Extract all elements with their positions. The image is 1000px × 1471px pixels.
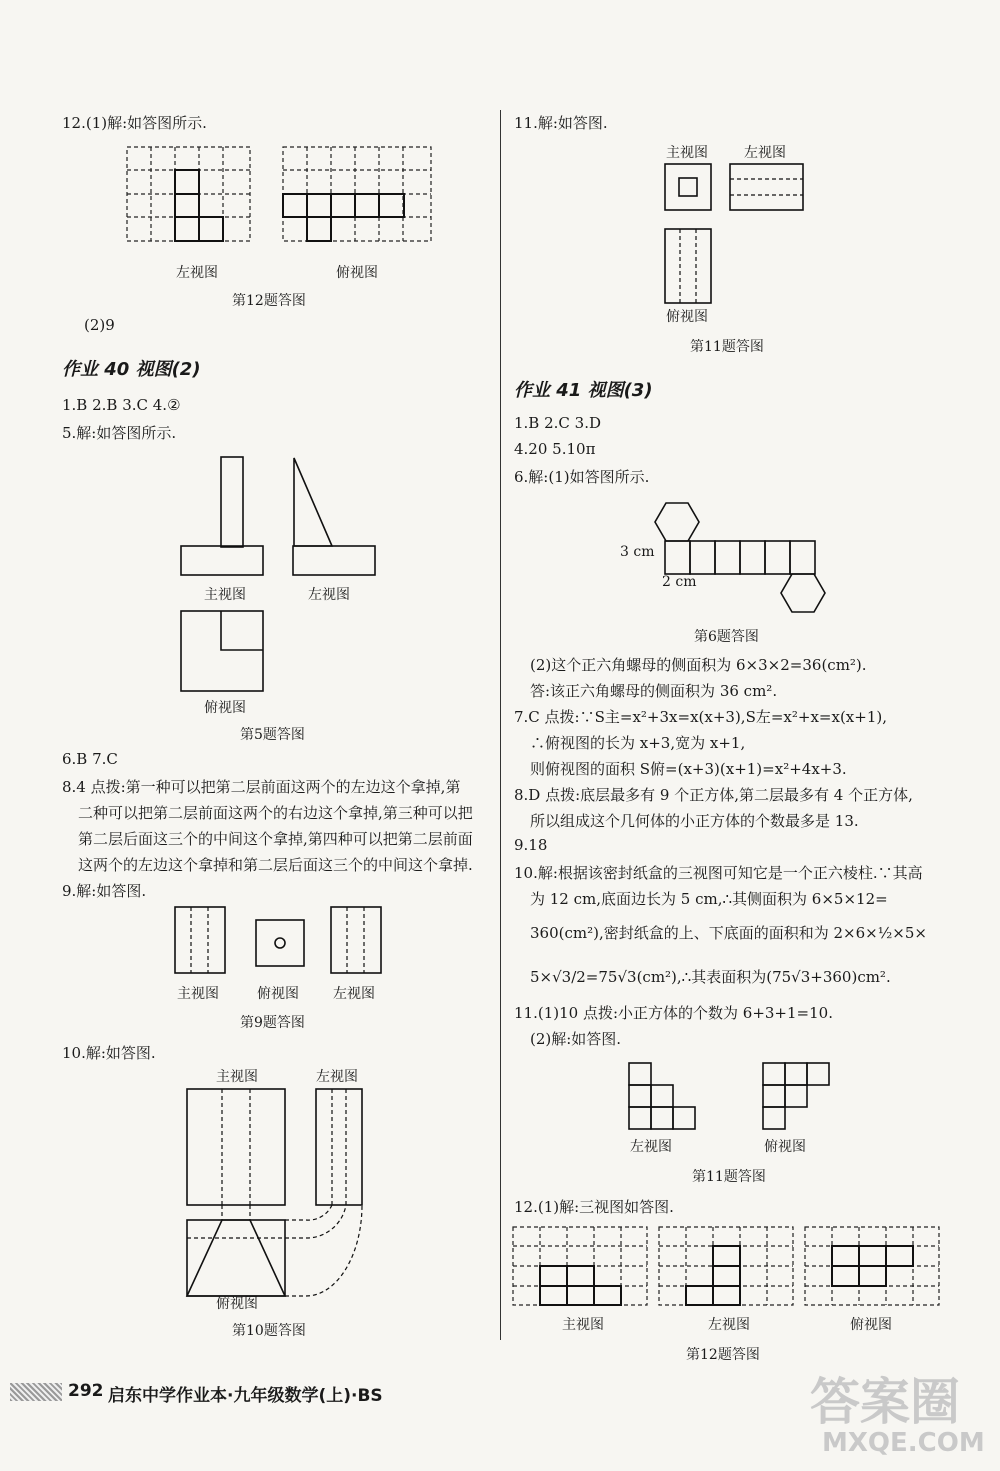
q11b-left-view-figure [628, 1062, 698, 1130]
q10-line1: 10.解:根据该密封纸盒的三视图可知它是一个正六棱柱.∵其高 [514, 864, 923, 882]
q12-figure-caption: 第12题答图 [232, 293, 306, 309]
q9-cap-left: 左视图 [333, 986, 375, 1002]
q12-figure-caption: 第12题答图 [686, 1347, 760, 1363]
page-number: 292 [68, 1381, 104, 1401]
hw40-title: 作业 40 视图(2) [62, 359, 201, 380]
q10-figure-caption: 第10题答图 [232, 1323, 306, 1339]
q12-cap-front: 主视图 [562, 1317, 604, 1333]
q5-front-view-figure [180, 456, 264, 576]
q9-cap-top: 俯视图 [257, 986, 299, 1002]
q11-front-view-figure [664, 163, 712, 211]
q9-line: 9.解:如答图. [62, 882, 147, 900]
q5-left-view-figure [292, 456, 376, 576]
q10-cap-top: 俯视图 [216, 1296, 258, 1312]
q8-line2: 二种可以把第二层前面这两个的右边这个拿掉,第三种可以把 [78, 804, 473, 822]
q6-dim-width: 2 cm [662, 574, 697, 590]
q10-line: 10.解:如答图. [62, 1044, 156, 1062]
q9-cap-front: 主视图 [177, 986, 219, 1002]
q11-cap-top: 俯视图 [666, 309, 708, 325]
q8-line1: 8.D 点拨:底层最多有 9 个正方体,第二层最多有 4 个正方体, [514, 786, 913, 804]
q12-cap-left: 左视图 [176, 265, 218, 281]
q10-cap-front: 主视图 [216, 1069, 258, 1085]
q8-line3: 第二层后面这三个的中间这个拿掉,第四种可以把第二层前面 [78, 830, 473, 848]
q8-line4: 这两个的左边这个拿掉和第二层后面这三个的中间这个拿掉. [78, 856, 473, 874]
q67: 6.B 7.C [62, 750, 118, 768]
book-title: 启东中学作业本·九年级数学(上)·BS [108, 1386, 383, 1406]
q11b-cap-top: 俯视图 [764, 1139, 806, 1155]
hw41-title: 作业 41 视图(3) [514, 380, 653, 401]
q12-cap-left: 左视图 [708, 1317, 750, 1333]
q12-part2: (2)9 [84, 316, 115, 334]
q8-line1: 8.4 点拨:第一种可以把第二层前面这两个的左边这个拿掉,第 [62, 778, 461, 796]
q7-line3: 则俯视图的面积 S俯=(x+3)(x+1)=x²+4x+3. [530, 760, 847, 778]
q5-top-view-figure [180, 610, 264, 692]
q6-dim-height: 3 cm [620, 544, 655, 560]
q11-part2: (2)解:如答图. [530, 1030, 622, 1048]
q9: 9.18 [514, 836, 548, 854]
q9-figure-caption: 第9题答图 [240, 1015, 305, 1031]
q5-cap-left: 左视图 [308, 587, 350, 603]
q10-line2: 为 12 cm,底面边长为 5 cm,∴其侧面积为 6×5×12= [530, 890, 888, 908]
column-divider [500, 110, 501, 1340]
q11-cap-left: 左视图 [744, 145, 786, 161]
q12-line: 12.(1)解:如答图所示. [62, 114, 207, 132]
q11-part1: 11.(1)10 点拨:小正方体的个数为 6+3+1=10. [514, 1004, 833, 1022]
q10-line4: 5×√3/2=75√3(cm²),∴其表面积为(75√3+360)cm². [530, 968, 891, 986]
hw41-ans1: 1.B 2.C 3.D [514, 414, 601, 432]
footer-pattern [10, 1383, 62, 1401]
q10-cap-left: 左视图 [316, 1069, 358, 1085]
q5-cap-front: 主视图 [204, 587, 246, 603]
q5-figure-caption: 第5题答图 [240, 727, 305, 743]
q6-line: 6.解:(1)如答图所示. [514, 468, 650, 486]
q12-top-view-figure [282, 146, 432, 242]
q5-line: 5.解:如答图所示. [62, 424, 177, 442]
q10-three-views-figure [186, 1088, 366, 1306]
watermark-brand: 答案圈 [810, 1373, 960, 1431]
q6-figure-caption: 第6题答图 [694, 629, 759, 645]
q9-front-view-figure [174, 906, 226, 974]
q12-front-view-figure [512, 1226, 648, 1306]
q11b-figure-caption: 第11题答图 [692, 1169, 766, 1185]
q11b-cap-left: 左视图 [630, 1139, 672, 1155]
q9-top-view-figure [255, 919, 305, 967]
q10-line3: 360(cm²),密封纸盒的上、下底面的面积和为 2×6×½×5× [530, 924, 927, 942]
q6-part2: (2)这个正六角螺母的侧面积为 6×3×2=36(cm²). [530, 656, 867, 674]
q6-answer: 答:该正六角螺母的侧面积为 36 cm². [530, 682, 778, 700]
q11-left-view-figure [729, 163, 804, 211]
q12-left-view-figure [658, 1226, 794, 1306]
q12-line: 12.(1)解:三视图如答图. [514, 1198, 674, 1216]
q12-cap-top: 俯视图 [336, 265, 378, 281]
q6-net-figure [654, 498, 834, 618]
q11-figure-caption: 第11题答图 [690, 339, 764, 355]
q5-cap-top: 俯视图 [204, 700, 246, 716]
q11b-top-view-figure [762, 1062, 832, 1130]
watermark-site: MXQE.COM [822, 1428, 985, 1458]
q7-line2: ∴俯视图的长为 x+3,宽为 x+1, [530, 734, 746, 752]
q12-left-view-figure [126, 146, 251, 242]
q11-line: 11.解:如答图. [514, 114, 608, 132]
q8-line2: 所以组成这个几何体的小正方体的个数最多是 13. [530, 812, 859, 830]
hw40-answers: 1.B 2.B 3.C 4.② [62, 396, 181, 414]
hw41-ans2: 4.20 5.10π [514, 440, 596, 458]
q12-cap-top: 俯视图 [850, 1317, 892, 1333]
q11-top-view-figure [664, 228, 712, 304]
q9-left-view-figure [330, 906, 382, 974]
q7-line1: 7.C 点拨:∵S主=x²+3x=x(x+3),S左=x²+x=x(x+1), [514, 708, 887, 726]
q11-cap-front: 主视图 [666, 145, 708, 161]
q12-top-view-figure [804, 1226, 940, 1306]
